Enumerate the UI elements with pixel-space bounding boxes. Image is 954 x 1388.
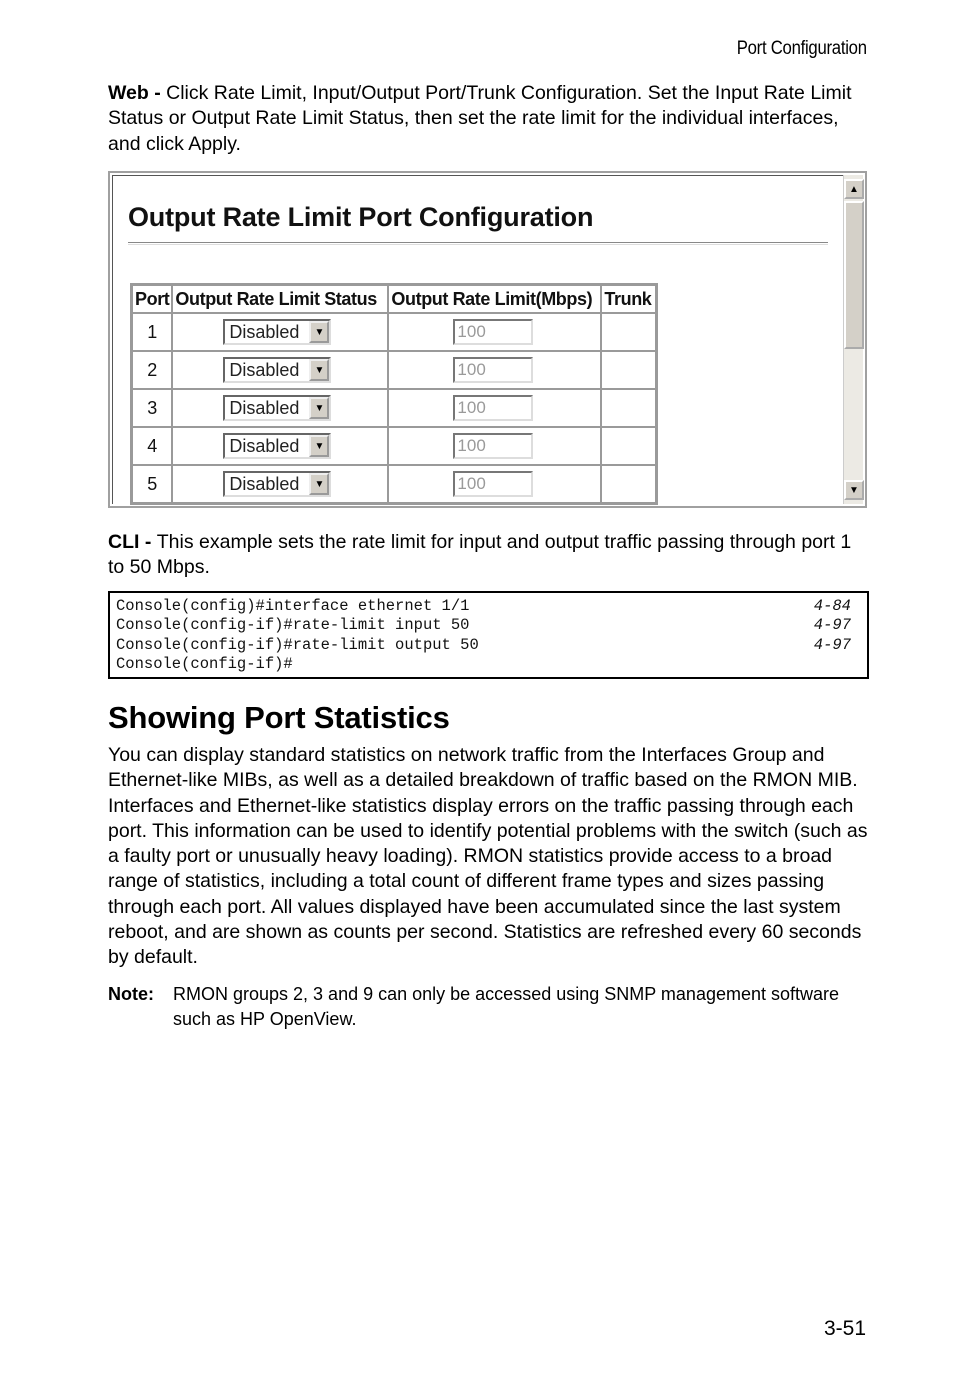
col-limit: Output Rate Limit(Mbps)	[388, 285, 601, 313]
cli-instructions	[108, 530, 868, 581]
cli-line	[116, 636, 867, 655]
body-paragraph: You can display standard statistics on network traffic from the Interfaces Group and Ethernet-like MIBs, as well as a detailed breakdown of traffic based on the RMON MIB. Interfaces and Ethernet-like statistics display errors on the traffic passing through each port. This information can be used to identify potential problems with the switch (such as a faulty port or unusually heavy loading). RMON statistics provide access to a broad range of statistics, including a total count of different frame types and sizes passing through each port. All values displayed have been accumulated since the last system reboot, and are shown as counts per second. Statistics are refreshed every 60 seconds by default.	[108, 744, 868, 969]
table-row	[132, 313, 656, 351]
status-select[interactable]	[223, 471, 331, 497]
status-value: Disabled	[229, 398, 300, 418]
port-cell: 4	[132, 427, 172, 465]
cli-line	[116, 616, 867, 635]
web-text: Click Rate Limit, Input/Output Port/Trunk Configuration. Set the Input Rate Limit Status or Output Rate Limit Status, then set the rate limit for the individual interfaces, and click Apply.	[108, 82, 852, 155]
cli-command: Console(config-if)#rate-limit output 50	[116, 635, 479, 654]
cli-command: Console(config-if)#	[116, 654, 293, 673]
web-label: Web -	[108, 82, 167, 104]
status-select[interactable]	[223, 319, 331, 345]
scroll-thumb[interactable]	[844, 201, 864, 349]
screenshot-content	[112, 175, 843, 504]
limit-input[interactable]: 100	[453, 395, 533, 421]
table-row	[132, 465, 656, 503]
limit-cell	[388, 465, 601, 503]
cli-example-box	[108, 591, 869, 679]
table-header-row	[132, 285, 656, 313]
scroll-up-arrow-icon[interactable]: ▲	[844, 179, 864, 199]
table-row	[132, 427, 656, 465]
cli-label: CLI -	[108, 531, 157, 553]
status-select[interactable]	[223, 395, 331, 421]
port-cell: 5	[132, 465, 172, 503]
col-status: Output Rate Limit Status	[172, 285, 388, 313]
status-select[interactable]	[223, 357, 331, 383]
status-cell	[172, 465, 388, 503]
scroll-down-arrow-icon[interactable]: ▼	[844, 480, 864, 500]
trunk-cell	[601, 427, 656, 465]
screenshot-title: Output Rate Limit Port Configuration	[128, 202, 594, 232]
web-instructions	[108, 81, 868, 157]
trunk-cell	[601, 313, 656, 351]
status-value: Disabled	[229, 474, 300, 494]
table-row	[132, 351, 656, 389]
cli-text: This example sets the rate limit for input and output traffic passing through port 1 to 50 Mbps.	[108, 531, 852, 579]
status-cell	[172, 313, 388, 351]
cli-command: Console(config)#interface ethernet 1/1	[116, 597, 470, 615]
note-text: RMON groups 2, 3 and 9 can only be accessed using SNMP management software such as HP OpenView.	[173, 984, 840, 1029]
cli-page-ref: 4-84	[813, 597, 851, 615]
cli-line	[116, 597, 867, 616]
dropdown-arrow-icon[interactable]: ▼	[309, 397, 329, 419]
port-cell: 1	[132, 313, 172, 351]
trunk-cell	[601, 351, 656, 389]
limit-input[interactable]: 100	[453, 357, 533, 383]
status-cell	[172, 351, 388, 389]
title-divider	[128, 242, 828, 245]
status-cell	[172, 427, 388, 465]
limit-cell	[388, 313, 601, 351]
dropdown-arrow-icon[interactable]: ▼	[309, 435, 329, 457]
rate-limit-table	[130, 283, 658, 505]
dropdown-arrow-icon[interactable]: ▼	[309, 321, 329, 343]
limit-cell	[388, 427, 601, 465]
status-value: Disabled	[229, 436, 300, 456]
status-value: Disabled	[229, 322, 300, 342]
dropdown-arrow-icon[interactable]: ▼	[309, 473, 329, 495]
table-row	[132, 389, 656, 427]
note-label: Note:	[108, 984, 154, 1004]
ui-screenshot	[108, 171, 867, 508]
status-cell	[172, 389, 388, 427]
cli-command: Console(config-if)#rate-limit input 50	[116, 616, 470, 635]
limit-input[interactable]: 100	[453, 319, 533, 345]
page-number: 3-51	[823, 1317, 866, 1340]
running-header: Port Configuration	[736, 38, 867, 59]
trunk-cell	[601, 389, 656, 427]
section-heading: Showing Port Statistics	[108, 700, 450, 735]
limit-input[interactable]: 100	[453, 433, 533, 459]
cli-line	[116, 655, 867, 674]
limit-input[interactable]: 100	[453, 471, 533, 497]
trunk-cell	[601, 465, 656, 503]
dropdown-arrow-icon[interactable]: ▼	[309, 359, 329, 381]
cli-page-ref: 4-97	[813, 635, 851, 654]
limit-cell	[388, 351, 601, 389]
col-trunk: Trunk	[601, 285, 656, 313]
status-select[interactable]	[223, 433, 331, 459]
limit-cell	[388, 389, 601, 427]
col-port: Port	[132, 285, 172, 313]
port-cell: 2	[132, 351, 172, 389]
cli-page-ref: 4-97	[813, 616, 851, 635]
status-value: Disabled	[229, 360, 300, 380]
port-cell: 3	[132, 389, 172, 427]
vertical-scrollbar[interactable]	[843, 175, 863, 504]
